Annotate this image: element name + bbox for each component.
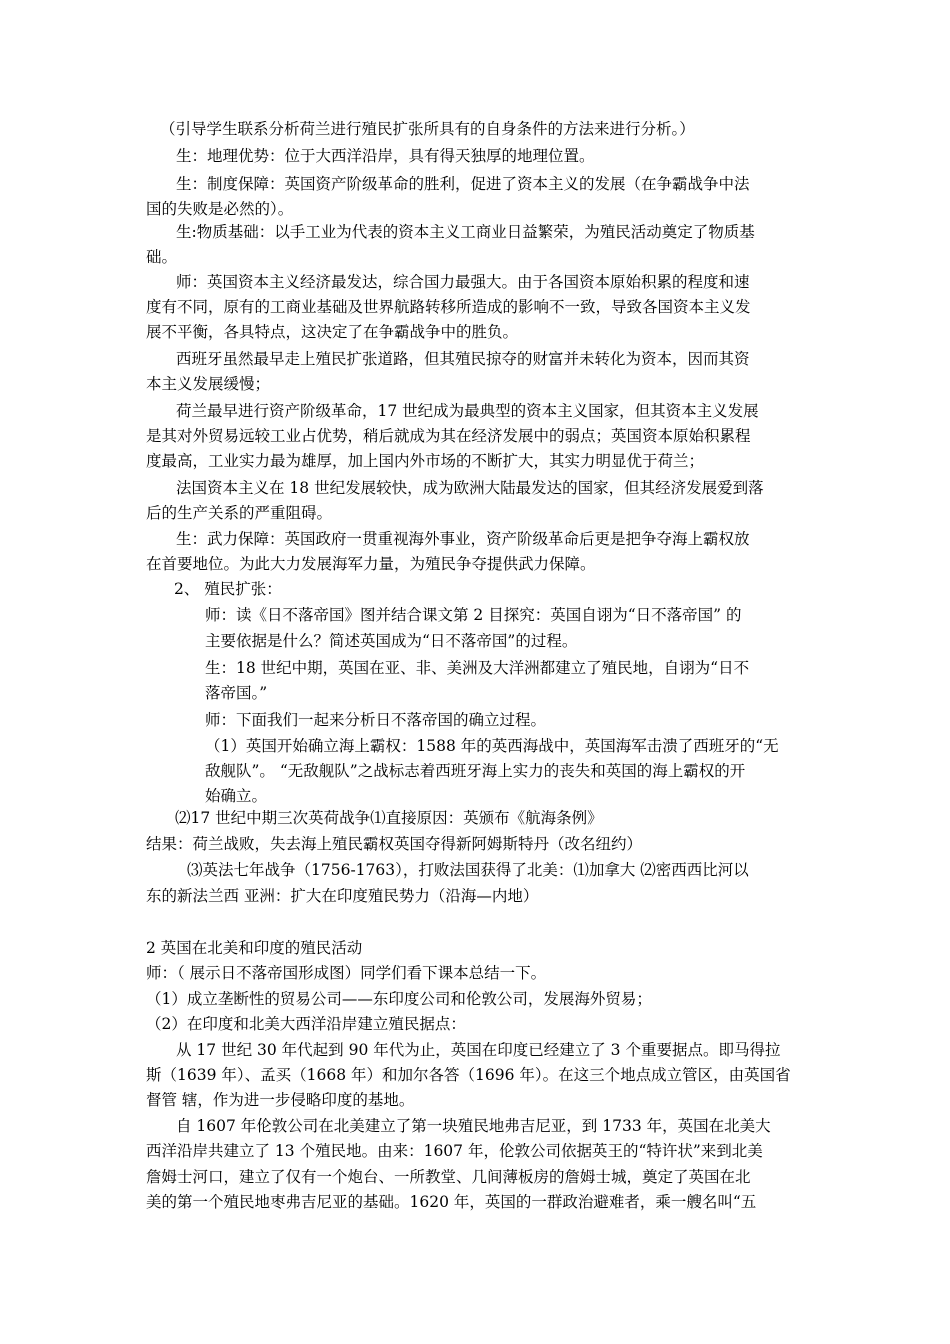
paragraph-line: ⑶英法七年战争（1756-1763），打败法国获得了北美：⑴加拿大 ⑵密西西比河以 xyxy=(187,861,749,879)
paragraph-line: （2）在印度和北美大西洋沿岸建立殖民据点： xyxy=(146,1015,466,1033)
paragraph-line: 础。 xyxy=(146,248,178,266)
paragraph-line: ⑵17 世纪中期三次英荷战争⑴直接原因：英颁布《航海条例》 xyxy=(175,809,603,827)
paragraph-line: 师：（ 展示日不落帝国形成图）同学们看下课本总结一下。 xyxy=(146,964,547,982)
paragraph-line: 西洋沿岸共建立了 13 个殖民地。由来：1607 年，伦敦公司依据英王的“特许状”来到北美 xyxy=(146,1142,763,1160)
section-heading: 2 英国在北美和印度的殖民活动 xyxy=(146,939,363,957)
paragraph-line: 生：18 世纪中期，英国在亚、非、美洲及大洋洲都建立了殖民地，自诩为“日不 xyxy=(205,659,750,677)
paragraph-line: 展不平衡，各具特点，这决定了在争霸战争中的胜负。 xyxy=(146,323,519,341)
paragraph-line: 敌舰队”。 “无敌舰队”之战标志着西班牙海上实力的丧失和英国的海上霸权的开 xyxy=(205,762,746,780)
paragraph-line: 国的失败是必然的）。 xyxy=(146,200,294,218)
paragraph-line: 师：下面我们一起来分析日不落帝国的确立过程。 xyxy=(205,711,547,729)
paragraph-line: 始确立。 xyxy=(205,787,268,805)
paragraph-line: 西班牙虽然最早走上殖民扩张道路，但其殖民掠夺的财富并未转化为资本，因而其资 xyxy=(176,350,750,368)
paragraph-line: 荷兰最早进行资产阶级革命，17 世纪成为最典型的资本主义国家，但其资本主义发展 xyxy=(176,402,759,420)
paragraph-line: 度最高，工业实力最为雄厚，加上国内外市场的不断扩大，其实力明显优于荷兰； xyxy=(146,452,705,470)
paragraph-line: 生：制度保障：英国资产阶级革命的胜利，促进了资本主义的发展（在争霸战争中法 xyxy=(176,175,750,193)
paragraph-line: 法国资本主义在 18 世纪发展较快，成为欧洲大陆最发达的国家，但其经济发展爱到落 xyxy=(176,479,764,497)
paragraph-line: 在首要地位。为此大力发展海军力量，为殖民争夺提供武力保障。 xyxy=(146,555,596,573)
paragraph-line: 结果：荷兰战败，失去海上殖民霸权英国夺得新阿姆斯特丹（改名纽约） xyxy=(146,835,643,853)
paragraph-line: 东的新法兰西 亚洲：扩大在印度殖民势力（沿海—内地） xyxy=(146,887,539,905)
paragraph-line: （1）成立垄断性的贸易公司——东印度公司和伦敦公司，发展海外贸易； xyxy=(146,990,652,1008)
paragraph-line: 生：武力保障：英国政府一贯重视海外事业，资产阶级革命后更是把争夺海上霸权放 xyxy=(176,530,750,548)
paragraph-line: 督管 辖，作为进一步侵略印度的基地。 xyxy=(146,1091,415,1109)
paragraph-line: （1）英国开始确立海上霸权：1588 年的英西海战中，英国海军击溃了西班牙的“无 xyxy=(205,737,779,755)
paragraph-line: 从 17 世纪 30 年代起到 90 年代为止，英国在印度已经建立了 3 个重要据点。即马得拉 xyxy=(176,1041,781,1059)
paragraph-line: 斯（1639 年）、孟买（1668 年）和加尔各答（1696 年）。在这三个地点成立管区，由英国省 xyxy=(146,1066,791,1084)
paragraph-line: 美的第一个殖民地枣弗吉尼亚的基础。1620 年，英国的一群政治避难者，乘一艘名叫“五 xyxy=(146,1193,757,1211)
paragraph-line: 自 1607 年伦敦公司在北美建立了第一块殖民地弗吉尼亚，到 1733 年，英国在北美大 xyxy=(176,1117,771,1135)
paragraph-line: 是其对外贸易远较工业占优势，稍后就成为其在经济发展中的弱点；英国资本原始积累程 xyxy=(146,427,751,445)
paragraph-line: 落帝国。” xyxy=(205,684,268,702)
paragraph-line: 度有不同，原有的工商业基础及世界航路转移所造成的影响不一致，导致各国资本主义发 xyxy=(146,298,751,316)
paragraph-line: 师：英国资本主义经济最发达，综合国力最强大。由于各国资本原始积累的程度和速 xyxy=(176,273,750,291)
section-heading: 2、 殖民扩张： xyxy=(174,580,282,598)
paragraph-line: 主要依据是什么？简述英国成为“日不落帝国”的过程。 xyxy=(205,632,578,650)
paragraph-line: 本主义发展缓慢； xyxy=(146,375,271,393)
paragraph-line: 生:物质基础：以手工业为代表的资本主义工商业日益繁荣，为殖民活动奠定了物质基 xyxy=(176,223,755,241)
paragraph-line: 生：地理优势：位于大西洋沿岸，具有得天独厚的地理位置。 xyxy=(176,147,595,165)
paragraph-line: 詹姆士河口，建立了仅有一个炮台、一所教堂、几间薄板房的詹姆士城，奠定了英国在北 xyxy=(146,1168,751,1186)
paragraph-line: 师：读《日不落帝国》图并结合课文第 2 目探究：英国自诩为“日不落帝国” 的 xyxy=(205,606,742,624)
paragraph-line: 后的生产关系的严重阻碍。 xyxy=(146,504,333,522)
paragraph-line: （引导学生联系分析荷兰进行殖民扩张所具有的自身条件的方法来进行分析。） xyxy=(160,120,695,138)
